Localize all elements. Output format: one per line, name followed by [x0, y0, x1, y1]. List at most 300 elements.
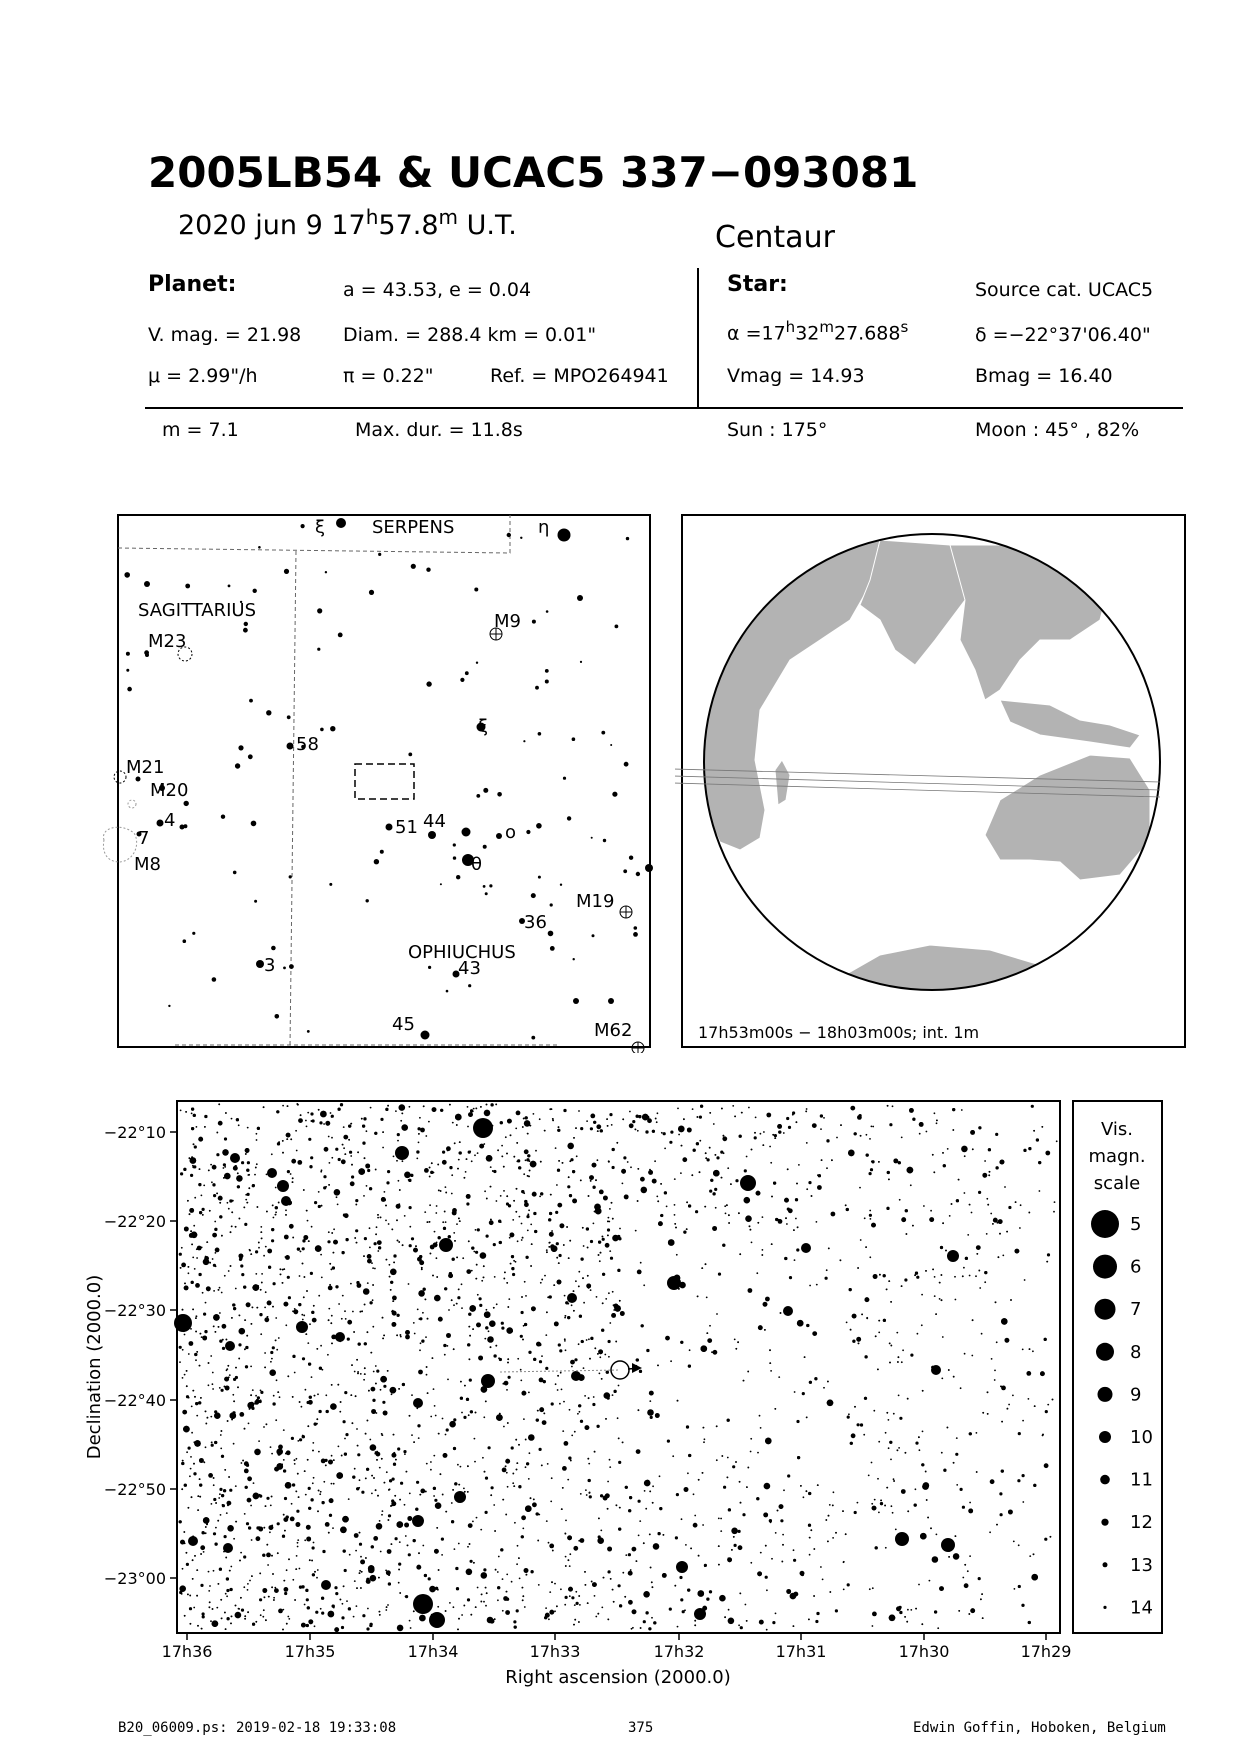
chart-star — [1033, 1130, 1035, 1132]
chart-star — [1052, 1399, 1054, 1401]
star-bmag: Bmag = 16.40 — [975, 365, 1113, 387]
chart-star — [338, 1158, 341, 1161]
chart-star — [296, 1510, 299, 1513]
chart-star — [743, 1380, 745, 1382]
chart-star — [727, 1167, 729, 1169]
chart-star — [476, 1323, 481, 1328]
chart-star — [644, 1490, 646, 1492]
chart-star — [801, 1573, 804, 1576]
chart-star — [980, 1598, 982, 1600]
chart-star — [264, 1596, 266, 1598]
chart-star — [482, 1457, 484, 1459]
chart-star — [260, 1614, 262, 1616]
chart-star — [469, 1151, 471, 1153]
chart-star — [354, 1237, 356, 1239]
chart-star — [467, 1126, 469, 1128]
chart-star — [700, 1105, 703, 1108]
chart-star — [632, 1120, 635, 1123]
chart-star — [994, 1379, 996, 1381]
chart-star — [386, 1606, 388, 1608]
chart-star — [567, 1479, 569, 1481]
chart-star — [907, 1609, 909, 1611]
chart-star — [523, 1418, 525, 1420]
chart-star — [427, 1221, 429, 1223]
chart-star — [474, 1154, 476, 1156]
chart-star — [311, 1226, 313, 1228]
chart-star — [978, 1270, 980, 1272]
chart-star — [467, 1491, 469, 1493]
finder-star — [408, 753, 412, 757]
chart-star — [184, 1227, 189, 1232]
chart-star — [319, 1493, 321, 1495]
chart-star — [1028, 1621, 1031, 1624]
chart-star — [493, 1307, 495, 1309]
chart-star — [453, 1232, 455, 1234]
chart-star — [200, 1397, 202, 1399]
chart-star — [686, 1425, 689, 1428]
chart-star — [356, 1587, 358, 1589]
chart-star — [718, 1564, 720, 1566]
chart-star — [265, 1246, 267, 1248]
chart-star — [282, 1105, 284, 1107]
chart-star — [255, 1273, 257, 1275]
chart-star — [808, 1524, 811, 1527]
chart-star — [294, 1599, 296, 1601]
chart-star — [485, 1477, 488, 1480]
chart-star-bright — [335, 1332, 345, 1342]
finder-label: 4 — [164, 810, 176, 831]
chart-star — [343, 1135, 348, 1140]
chart-star — [1019, 1227, 1021, 1229]
chart-star-bright — [412, 1515, 424, 1527]
chart-star — [449, 1421, 456, 1428]
chart-star — [219, 1287, 221, 1289]
chart-star — [637, 1130, 639, 1132]
chart-star — [459, 1141, 461, 1143]
chart-star — [195, 1317, 197, 1319]
chart-star — [1022, 1474, 1025, 1477]
chart-star — [657, 1112, 659, 1114]
chart-star — [588, 1479, 591, 1482]
chart-star — [443, 1453, 448, 1458]
chart-star — [716, 1313, 718, 1315]
chart-star — [737, 1341, 739, 1343]
chart-star — [363, 1379, 365, 1381]
chart-star — [462, 1257, 464, 1259]
chart-star — [246, 1464, 249, 1467]
chart-star — [676, 1493, 679, 1496]
chart-star — [850, 1442, 853, 1445]
chart-star — [622, 1118, 624, 1120]
chart-star — [419, 1317, 422, 1320]
chart-star — [916, 1276, 919, 1279]
chart-star — [638, 1535, 640, 1537]
finder-star — [468, 984, 471, 987]
chart-star — [365, 1433, 367, 1435]
chart-star — [949, 1215, 951, 1217]
chart-star — [970, 1130, 975, 1135]
chart-star — [511, 1446, 514, 1449]
chart-star — [379, 1520, 381, 1522]
chart-star — [416, 1158, 418, 1160]
chart-star — [1018, 1544, 1020, 1546]
chart-star — [201, 1628, 203, 1630]
chart-star — [687, 1472, 689, 1474]
chart-star — [191, 1108, 194, 1111]
chart-star — [409, 1493, 411, 1495]
chart-star — [886, 1207, 889, 1210]
chart-star — [354, 1580, 356, 1582]
chart-star — [285, 1482, 292, 1489]
chart-star — [769, 1362, 771, 1364]
finder-star — [317, 648, 320, 651]
finder-star — [421, 1031, 430, 1040]
summary-m: m = 7.1 — [162, 419, 239, 441]
chart-star — [316, 1348, 318, 1350]
chart-star — [600, 1494, 603, 1497]
chart-star — [643, 1542, 645, 1544]
chart-star — [385, 1609, 387, 1611]
finder-star — [483, 788, 488, 793]
chart-star — [470, 1410, 473, 1413]
chart-star — [454, 1482, 457, 1485]
chart-star — [191, 1244, 193, 1246]
chart-star — [260, 1289, 262, 1291]
chart-star — [189, 1233, 194, 1238]
chart-star — [227, 1617, 230, 1620]
chart-star — [1026, 1371, 1031, 1376]
chart-star — [448, 1273, 453, 1278]
chart-star — [196, 1351, 198, 1353]
chart-star — [942, 1222, 944, 1224]
chart-star — [857, 1267, 859, 1269]
chart-star — [499, 1241, 502, 1244]
chart-star — [284, 1497, 287, 1500]
chart-star — [245, 1486, 248, 1489]
chart-star — [196, 1257, 198, 1259]
finder-star — [610, 744, 612, 746]
chart-star — [307, 1342, 309, 1344]
chart-star — [367, 1282, 369, 1284]
chart-star — [228, 1476, 230, 1478]
chart-star — [679, 1576, 682, 1579]
chart-star — [872, 1126, 874, 1128]
chart-star — [766, 1589, 768, 1591]
chart-star — [693, 1149, 696, 1152]
chart-star — [204, 1256, 209, 1261]
chart-star — [243, 1207, 245, 1209]
chart-star — [282, 1535, 285, 1538]
chart-star — [199, 1365, 201, 1367]
chart-star — [292, 1483, 295, 1486]
chart-star — [1010, 1299, 1012, 1301]
chart-star — [755, 1117, 757, 1119]
chart-star-bright — [267, 1168, 277, 1178]
chart-star — [452, 1211, 457, 1216]
chart-star — [256, 1536, 261, 1541]
chart-star — [612, 1589, 614, 1591]
chart-star — [231, 1616, 233, 1618]
chart-star — [452, 1489, 454, 1491]
chart-star — [469, 1543, 471, 1545]
hour-unit: h — [365, 205, 379, 229]
chart-star — [363, 1288, 370, 1295]
chart-star — [356, 1487, 359, 1490]
chart-star — [484, 1311, 491, 1318]
chart-star — [286, 1450, 291, 1455]
chart-star — [315, 1611, 318, 1614]
chart-star — [457, 1629, 459, 1631]
chart-star — [607, 1125, 609, 1127]
chart-star — [548, 1246, 550, 1248]
chart-star — [442, 1160, 447, 1165]
chart-star — [669, 1141, 672, 1144]
chart-star — [318, 1295, 320, 1297]
chart-star — [435, 1502, 442, 1509]
chart-star — [407, 1545, 409, 1547]
chart-star — [739, 1135, 742, 1138]
chart-star — [871, 1462, 873, 1464]
chart-star — [562, 1162, 564, 1164]
chart-star — [498, 1556, 500, 1558]
chart-star — [420, 1342, 422, 1344]
chart-star — [355, 1204, 357, 1206]
chart-star — [745, 1604, 747, 1606]
chart-star — [277, 1142, 280, 1145]
chart-star — [398, 1241, 400, 1243]
chart-star — [214, 1221, 216, 1223]
chart-star — [256, 1133, 258, 1135]
chart-star — [197, 1625, 199, 1627]
chart-star — [298, 1118, 303, 1123]
chart-star — [211, 1444, 214, 1447]
chart-star — [506, 1591, 508, 1593]
chart-star — [677, 1108, 679, 1110]
chart-star — [503, 1278, 505, 1280]
chart-star — [1031, 1574, 1038, 1581]
chart-star — [364, 1304, 366, 1306]
chart-star — [345, 1433, 348, 1436]
chart-star — [517, 1545, 519, 1547]
chart-star — [263, 1609, 265, 1611]
y-tick-label: −23°00 — [103, 1569, 166, 1588]
chart-star — [297, 1546, 299, 1548]
chart-star — [607, 1221, 609, 1223]
chart-star — [664, 1148, 666, 1150]
chart-star — [996, 1341, 998, 1343]
finder-chart — [100, 508, 660, 1053]
chart-star — [503, 1190, 505, 1192]
chart-star — [845, 1204, 847, 1206]
chart-star — [702, 1524, 704, 1526]
chart-star — [650, 1416, 653, 1419]
chart-star — [511, 1581, 513, 1583]
chart-star — [483, 1277, 485, 1279]
chart-star — [718, 1545, 720, 1547]
chart-star — [921, 1294, 923, 1296]
chart-star — [683, 1118, 685, 1120]
chart-star — [757, 1222, 759, 1224]
finder-label: 58 — [296, 734, 319, 755]
chart-star — [194, 1145, 197, 1148]
chart-star — [458, 1289, 460, 1291]
chart-star — [872, 1625, 874, 1627]
finder-star — [378, 553, 381, 556]
chart-star — [1042, 1435, 1044, 1437]
chart-star — [347, 1320, 352, 1325]
chart-star — [365, 1478, 367, 1480]
chart-star — [453, 1447, 456, 1450]
chart-star — [678, 1126, 685, 1133]
finder-star — [283, 967, 286, 970]
chart-star — [198, 1183, 201, 1186]
chart-star — [246, 1169, 249, 1172]
chart-star — [288, 1296, 291, 1299]
chart-star — [205, 1526, 207, 1528]
chart-star — [213, 1290, 215, 1292]
chart-star — [760, 1427, 762, 1429]
chart-star — [697, 1296, 699, 1298]
chart-star — [186, 1370, 188, 1372]
chart-star — [1001, 1470, 1004, 1473]
chart-star — [556, 1242, 559, 1245]
summary-sun: Sun : 175° — [727, 419, 828, 441]
chart-star — [239, 1254, 244, 1259]
chart-star — [653, 1543, 660, 1550]
chart-star — [260, 1333, 262, 1335]
chart-star — [260, 1391, 263, 1394]
chart-star — [792, 1114, 794, 1116]
chart-star — [364, 1373, 366, 1375]
chart-star — [831, 1159, 833, 1161]
chart-star — [228, 1270, 230, 1272]
chart-star — [365, 1164, 370, 1169]
chart-star — [331, 1137, 333, 1139]
chart-star — [786, 1223, 788, 1225]
chart-star — [405, 1335, 410, 1340]
chart-star — [328, 1460, 333, 1465]
chart-star — [590, 1114, 595, 1119]
chart-star — [351, 1364, 353, 1366]
chart-star — [809, 1285, 811, 1287]
chart-star — [426, 1463, 428, 1465]
chart-star — [230, 1265, 232, 1267]
chart-star — [224, 1469, 226, 1471]
chart-star — [716, 1156, 719, 1159]
finder-star — [531, 1036, 535, 1040]
chart-star — [274, 1467, 279, 1472]
finder-label: M62 — [594, 1020, 633, 1041]
chart-star — [863, 1434, 865, 1436]
chart-star — [335, 1148, 338, 1151]
chart-star — [232, 1411, 235, 1414]
chart-star — [456, 1257, 458, 1259]
chart-star — [869, 1588, 871, 1590]
chart-star — [223, 1163, 226, 1166]
chart-star — [588, 1338, 590, 1340]
chart-star — [285, 1256, 287, 1258]
chart-star — [344, 1569, 347, 1572]
finder-star — [253, 589, 257, 593]
chart-star — [237, 1615, 239, 1617]
scale-label: 9 — [1130, 1384, 1142, 1406]
chart-star — [425, 1336, 427, 1338]
finder-star — [626, 537, 629, 540]
chart-star — [452, 1122, 454, 1124]
chart-star — [190, 1623, 192, 1625]
chart-star — [922, 1431, 924, 1433]
chart-star — [478, 1356, 483, 1361]
chart-star — [795, 1218, 797, 1220]
chart-star — [308, 1507, 311, 1510]
chart-star — [1007, 1408, 1009, 1410]
chart-star — [483, 1416, 485, 1418]
chart-star — [557, 1280, 562, 1285]
chart-star — [314, 1423, 317, 1426]
chart-star — [721, 1108, 723, 1110]
chart-star — [287, 1276, 290, 1279]
chart-star — [702, 1472, 704, 1474]
chart-star — [445, 1186, 447, 1188]
chart-star — [317, 1510, 319, 1512]
chart-star — [1015, 1249, 1020, 1254]
chart-star — [259, 1598, 262, 1601]
chart-star — [312, 1573, 315, 1576]
chart-star — [242, 1460, 244, 1462]
chart-star — [640, 1262, 642, 1264]
y-tick-label: −22°10 — [103, 1123, 166, 1142]
chart-star — [460, 1381, 462, 1383]
chart-star — [516, 1469, 518, 1471]
chart-star — [969, 1432, 972, 1435]
chart-star — [936, 1122, 938, 1124]
chart-star — [932, 1154, 934, 1156]
chart-star — [734, 1116, 736, 1118]
chart-star — [618, 1385, 620, 1387]
chart-star — [521, 1223, 523, 1225]
chart-star — [1039, 1190, 1041, 1192]
chart-star — [394, 1495, 396, 1497]
chart-star — [267, 1564, 269, 1566]
chart-star — [547, 1296, 549, 1298]
chart-star — [567, 1535, 572, 1540]
chart-star — [352, 1476, 355, 1479]
chart-star — [227, 1504, 229, 1506]
chart-star — [230, 1566, 232, 1568]
chart-star — [612, 1394, 614, 1396]
chart-star — [271, 1358, 273, 1360]
chart-star — [506, 1282, 508, 1284]
chart-star — [350, 1181, 355, 1186]
chart-star — [962, 1577, 964, 1579]
chart-star — [189, 1595, 191, 1597]
chart-star — [401, 1124, 408, 1131]
chart-star — [441, 1538, 444, 1541]
chart-star — [778, 1376, 780, 1378]
chart-star — [244, 1615, 246, 1617]
chart-star — [940, 1246, 943, 1249]
chart-star — [599, 1190, 604, 1195]
chart-star — [728, 1609, 730, 1611]
finder-label: 44 — [423, 811, 446, 832]
chart-star — [516, 1111, 521, 1116]
finder-label: 3 — [264, 955, 276, 976]
chart-star — [227, 1501, 232, 1506]
chart-star — [812, 1123, 817, 1128]
finder-star — [476, 794, 480, 798]
finder-star — [212, 977, 217, 982]
chart-star — [594, 1347, 596, 1349]
